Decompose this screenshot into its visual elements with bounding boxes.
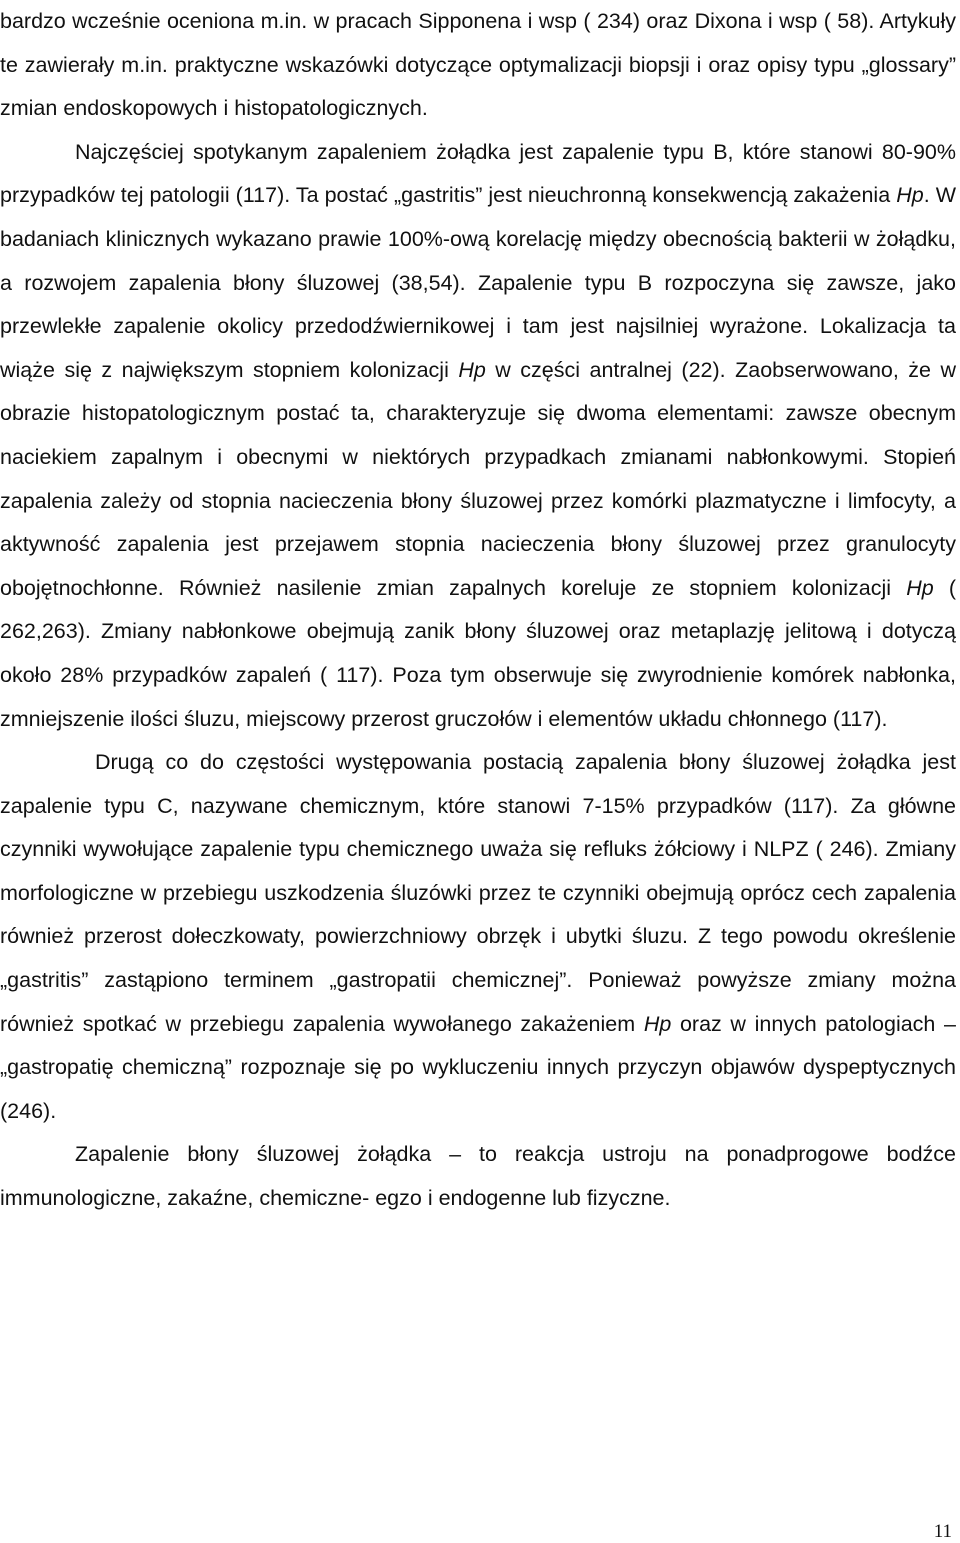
paragraph-2 [0,131,956,741]
text-run: ( 262,263). Zmiany nabłonkowe obejmują zanik błony śluzowej oraz metaplazję jelitową i dotyczą około 28% przypadków zapaleń ( 117). Poza tym obserwuje się zwyrodnienie komórek nabłonka, zmniejszenie ilości śluzu, miejscowy przerost gruczołów i elementów układu chłonnego (117). [0,575,956,731]
paragraph-3 [0,741,956,1133]
text-run: Drugą co do częstości występowania postacią zapalenia błony śluzowej żołądka jest zapalenie typu C, nazywane chemicznym, które stanowi 7-15% przypadków (117). Za główne czynniki wywołujące zapalenie typu chemicznego uważa się refluks żółciowy i NLPZ ( 246). Zmiany morfologiczne w przebiegu uszkodzenia śluzówki przez te czynniki obejmują oprócz cech zapalenia również przerost dołeczkowaty, powierzchniowy obrzęk i ubytki śluzu. Z tego powodu określenie „gastritis” zastąpiono terminem „gastropatii chemicznej”. Ponieważ powyższe zmiany można również spotkać w przebiegu zapalenia wywołanego zakażeniem [0,750,956,1036]
italic-term: Hp [896,183,924,208]
page-number: 11 [933,1521,952,1542]
italic-term: Hp [906,575,934,600]
paragraph-1 [0,0,956,131]
text-run: Najczęściej spotykanym zapaleniem żołądka jest zapalenie typu B, które stanowi 80-90% przypadków tej patologii (117). Ta postać „gastritis” jest nieuchronną konsekwencją zakażenia [0,139,956,208]
paragraph-4 [0,1133,956,1220]
italic-term: Hp [458,357,486,382]
text-run: oraz w innych patologiach – „gastropatię chemiczną” rozpoznaje się po wykluczeniu innych przyczyn objawów dyspeptycznych (246). [0,1011,956,1123]
text-run: w części antralnej (22). Zaobserwowano, że w obrazie histopatologicznym postać ta, charakteryzuje się dwoma elementami: zawsze obecnym naciekiem zapalnym i obecnymi w niektórych przypadkach zmianami nabłonkowymi. Stopień zapalenia zależy od stopnia nacieczenia błony śluzowej przez komórki plazmatyczne i limfocyty, a aktywność zapalenia jest przejawem stopnia nacieczenia błony śluzowej przez granulocyty obojętnochłonne. Również nasilenie zmian zapalnych koreluje ze stopniem kolonizacji [0,357,957,600]
italic-term: Hp [643,1011,672,1036]
text-run: bardzo wcześnie oceniona m.in. w pracach Sipponena i wsp ( 234) oraz Dixona i wsp ( 58). Artykuły te zawierały m.in. praktyczne wskazówki dotyczące optymalizacji biopsji i oraz opisy typu „glossary” zmian endoskopowych i histopatologicznych. [0,9,956,121]
text-run: Zapalenie błony śluzowej żołądka – to reakcja ustroju na ponadprogowe bodźce immunologiczne, zakaźne, chemiczne- egzo i endogenne lub fizyczne. [0,1142,956,1211]
text-run: . W badaniach klinicznych wykazano prawie 100%-ową korelację między obecnością bakterii w żołądku, a rozwojem zapalenia błony śluzowej (38,54). Zapalenie typu B rozpoczyna się zawsze, jako przewlekłe zapalenie okolicy przedodźwiernikowej i tam jest najsilniej wyrażone. Lokalizacja ta wiąże się z największym stopniem kolonizacji [0,183,956,382]
